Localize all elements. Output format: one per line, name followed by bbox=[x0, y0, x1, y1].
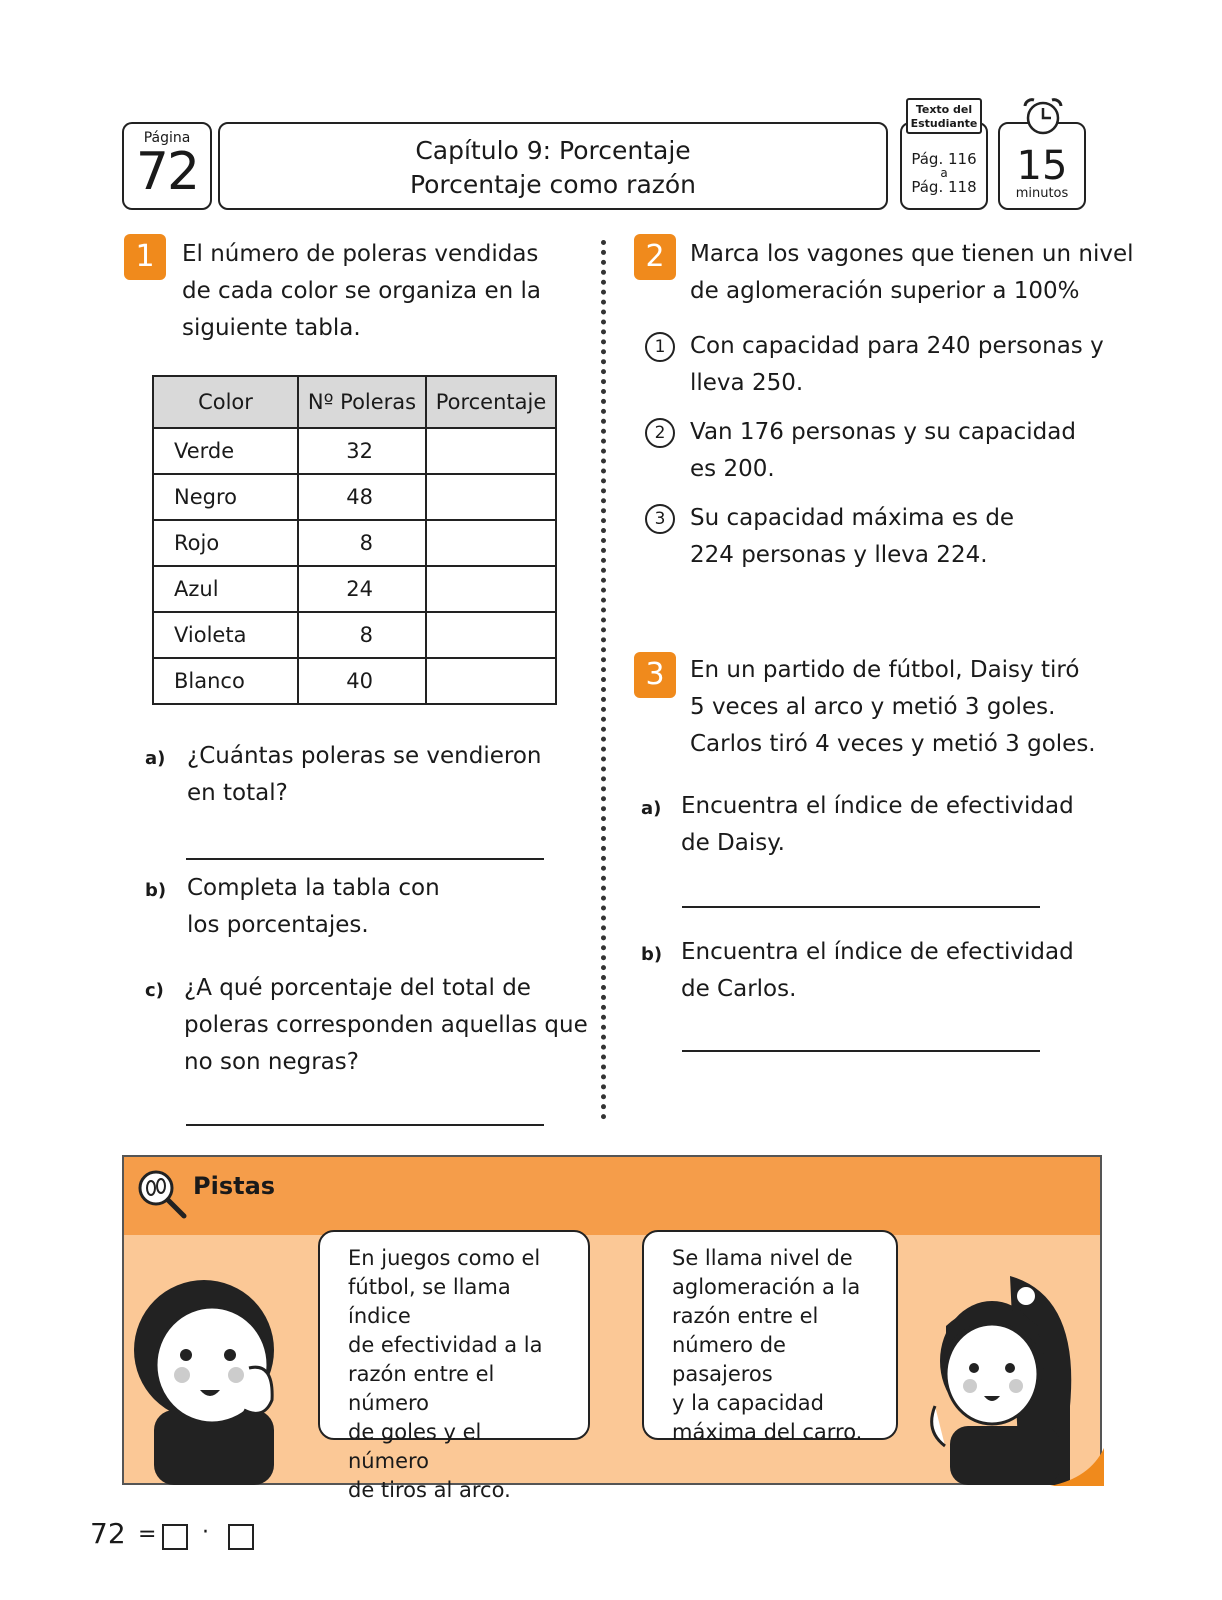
q1b-letter: b) bbox=[145, 880, 167, 901]
q1-line-1: El número de poleras vendidas bbox=[182, 241, 539, 267]
table-row bbox=[153, 658, 556, 704]
q1b-line-2: los porcentajes. bbox=[187, 912, 369, 938]
q2-item-2-text bbox=[690, 414, 1076, 488]
item-1-marker[interactable]: 1 bbox=[645, 332, 675, 362]
hint-bubble-aglomeracion bbox=[642, 1230, 898, 1444]
book-icon bbox=[906, 98, 982, 134]
bubble2-line-4: número de pasajeros bbox=[672, 1333, 786, 1386]
q1a-answer-line[interactable] bbox=[186, 858, 544, 860]
page-number: 72 bbox=[135, 142, 199, 202]
q3b-line-1: Encuentra el índice de efectividad bbox=[681, 939, 1074, 965]
q1c-line-1: ¿A qué porcentaje del total de bbox=[184, 975, 531, 1001]
q1-line-3: siguiente tabla. bbox=[182, 315, 361, 341]
q3a-answer-line[interactable] bbox=[682, 906, 1040, 908]
footer-dot: · bbox=[202, 1520, 209, 1545]
table-row bbox=[153, 474, 556, 520]
q3a-line-2: de Daisy. bbox=[681, 830, 785, 856]
q3-line-2: 5 veces al arco y metió 3 goles. bbox=[690, 694, 1056, 720]
boy-illustration bbox=[124, 1250, 304, 1485]
cell-percentage[interactable] bbox=[426, 566, 556, 612]
footer-page-number: 72 bbox=[90, 1517, 126, 1550]
cell-count: 8 bbox=[298, 612, 426, 658]
q3b-answer-line[interactable] bbox=[682, 1050, 1040, 1052]
table-row bbox=[153, 520, 556, 566]
question-2-text bbox=[690, 236, 1134, 310]
q3a-text bbox=[681, 788, 1074, 862]
q2-item-3-line-1: Su capacidad máxima es de bbox=[690, 505, 1015, 531]
q1c-line-3: no son negras? bbox=[184, 1049, 359, 1075]
bubble2-line-3: razón entre el bbox=[672, 1304, 819, 1328]
cell-color: Azul bbox=[153, 566, 298, 612]
header-poleras: Nº Poleras bbox=[298, 376, 426, 428]
column-divider bbox=[601, 240, 606, 1120]
bubble2-line-1: Se llama nivel de bbox=[672, 1246, 853, 1270]
q1b-text bbox=[187, 870, 440, 944]
lesson-title: Porcentaje como razón bbox=[409, 170, 697, 199]
item-3-marker[interactable]: 3 bbox=[645, 504, 675, 534]
ref-to: Pág. 118 bbox=[911, 178, 977, 196]
poleras-table bbox=[152, 375, 557, 705]
table-row bbox=[153, 612, 556, 658]
page-number-box bbox=[122, 122, 212, 210]
cell-color: Negro bbox=[153, 474, 298, 520]
q2-item-1-line-1: Con capacidad para 240 personas y bbox=[690, 333, 1104, 359]
table-row bbox=[153, 428, 556, 474]
q2-item-1-line-2: lleva 250. bbox=[690, 370, 804, 396]
bubble2-line-6: máxima del carro. bbox=[672, 1420, 863, 1444]
cell-color: Blanco bbox=[153, 658, 298, 704]
footer-factor-box-2[interactable] bbox=[228, 1524, 254, 1550]
bubble1-line-2: fútbol, se llama índice bbox=[348, 1275, 511, 1328]
q1a-text bbox=[187, 738, 542, 812]
q2-item-3-line-2: 224 personas y lleva 224. bbox=[690, 542, 988, 568]
q3b-line-2: de Carlos. bbox=[681, 976, 797, 1002]
cell-count: 32 bbox=[298, 428, 426, 474]
footer-factor-box-1[interactable] bbox=[162, 1524, 188, 1550]
cell-percentage[interactable] bbox=[426, 474, 556, 520]
q3-line-1: En un partido de fútbol, Daisy tiró bbox=[690, 657, 1080, 683]
question-2-badge: 2 bbox=[634, 234, 676, 280]
question-3-text bbox=[690, 652, 1096, 763]
cell-count: 24 bbox=[298, 566, 426, 612]
book-label-1: Texto del bbox=[915, 103, 973, 116]
bubble1-line-4: razón entre el número bbox=[348, 1362, 495, 1415]
q3a-letter: a) bbox=[641, 798, 662, 819]
ref-from: Pág. 116 bbox=[911, 150, 977, 168]
cell-color: Verde bbox=[153, 428, 298, 474]
time-number: 15 bbox=[1016, 143, 1068, 189]
header-color: Color bbox=[153, 376, 298, 428]
cell-percentage[interactable] bbox=[426, 428, 556, 474]
q1b-line-1: Completa la tabla con bbox=[187, 875, 440, 901]
bubble1-line-1: En juegos como el bbox=[348, 1246, 541, 1270]
q2-item-2-line-2: es 200. bbox=[690, 456, 775, 482]
q1c-answer-line[interactable] bbox=[186, 1124, 544, 1126]
bubble1-line-3: de efectividad a la bbox=[348, 1333, 543, 1357]
cell-count: 40 bbox=[298, 658, 426, 704]
bubble2-line-2: aglomeración a la bbox=[672, 1275, 861, 1299]
bubble2-line-5: y la capacidad bbox=[672, 1391, 825, 1415]
q1a-letter: a) bbox=[145, 748, 166, 769]
time-unit: minutos bbox=[1015, 186, 1069, 201]
question-1-text bbox=[182, 236, 541, 347]
cell-percentage[interactable] bbox=[426, 612, 556, 658]
item-2-marker[interactable]: 2 bbox=[645, 418, 675, 448]
cell-percentage[interactable] bbox=[426, 658, 556, 704]
bubble1-line-6: de tiros al arco. bbox=[348, 1478, 511, 1502]
cell-color: Rojo bbox=[153, 520, 298, 566]
bubble1-line-5: de goles y el número bbox=[348, 1420, 482, 1473]
hint-bubble-efectividad bbox=[318, 1230, 590, 1502]
question-1-badge: 1 bbox=[124, 234, 166, 280]
textbook-reference-box bbox=[900, 122, 988, 210]
q3a-line-1: Encuentra el índice de efectividad bbox=[681, 793, 1074, 819]
page-label: Página bbox=[143, 130, 191, 146]
q1a-line-2: en total? bbox=[187, 780, 288, 806]
header-porcentaje: Porcentaje bbox=[426, 376, 556, 428]
pistas-title: Pistas bbox=[193, 1172, 276, 1200]
q2-item-3-text bbox=[690, 500, 1014, 574]
cell-percentage[interactable] bbox=[426, 520, 556, 566]
cell-color: Violeta bbox=[153, 612, 298, 658]
footer-equals: = bbox=[138, 1522, 157, 1547]
q1c-text bbox=[184, 970, 588, 1081]
alarm-clock-icon bbox=[1020, 96, 1066, 142]
table-header-row bbox=[153, 376, 556, 428]
q2-line-1: Marca los vagones que tienen un nivel bbox=[690, 241, 1134, 267]
question-3-badge: 3 bbox=[634, 652, 676, 698]
cell-count: 48 bbox=[298, 474, 426, 520]
magnifier-footprint-icon bbox=[134, 1166, 190, 1222]
ref-a: a bbox=[940, 166, 948, 180]
page-curl-decoration bbox=[1050, 1448, 1104, 1486]
book-label-2: Estudiante bbox=[910, 117, 978, 130]
q1a-line-1: ¿Cuántas poleras se vendieron bbox=[187, 743, 542, 769]
q1-line-2: de cada color se organiza en la bbox=[182, 278, 541, 304]
q2-item-2-line-1: Van 176 personas y su capacidad bbox=[690, 419, 1076, 445]
chapter-title-box bbox=[218, 122, 888, 210]
table-row bbox=[153, 566, 556, 612]
cell-count: 8 bbox=[298, 520, 426, 566]
chapter-title: Capítulo 9: Porcentaje bbox=[415, 136, 691, 165]
q3-line-3: Carlos tiró 4 veces y metió 3 goles. bbox=[690, 731, 1096, 757]
q2-item-1-text bbox=[690, 328, 1104, 402]
q2-line-2: de aglomeración superior a 100% bbox=[690, 278, 1080, 304]
q1c-line-2: poleras corresponden aquellas que bbox=[184, 1012, 588, 1038]
q3b-letter: b) bbox=[641, 944, 663, 965]
q3b-text bbox=[681, 934, 1074, 1008]
q1c-letter: c) bbox=[145, 980, 164, 1001]
